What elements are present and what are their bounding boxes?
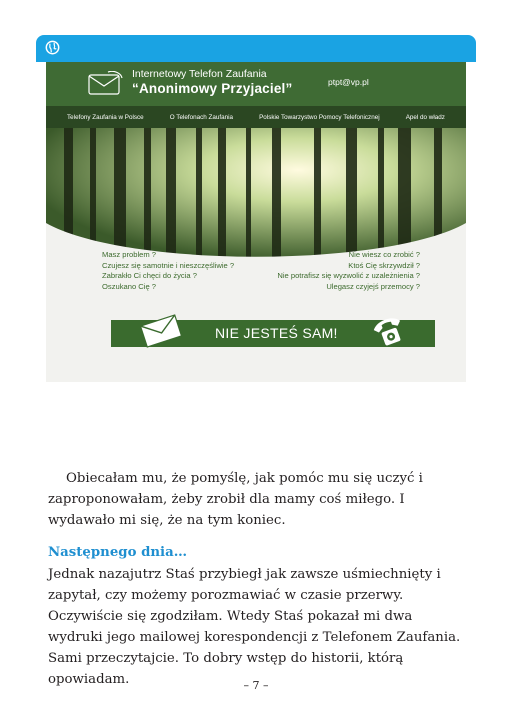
browser-top-bar bbox=[36, 35, 476, 62]
envelope-phone-icon bbox=[88, 71, 124, 97]
phone-icon bbox=[371, 313, 407, 349]
site-title-line1: Internetowy Telefon Zaufania bbox=[132, 68, 267, 80]
question-text: Masz problem ? bbox=[102, 250, 157, 259]
question-text: Nie potrafisz się wyzwolić z uzależnienia ? bbox=[277, 271, 420, 280]
paragraph-2: Jednak nazajutrz Staś przybiegł jak zawsze uśmiechnięty i zapytał, czy możemy porozmawiać w czasie przerwy. Oczywiście się zgodziłam. Wtedy Staś pokazał mi dwa wydruki jego mailowej korespondencji z Telefonem Zaufania. Sami przeczytajcie. To dobry wstęp do historii, którą opowiadam. bbox=[48, 567, 461, 687]
nav-item-ptpt[interactable]: Polskie Towarzystwo Pomocy Telefonicznej bbox=[259, 113, 380, 121]
envelope-icon bbox=[139, 314, 183, 348]
contact-email[interactable]: ptpt@vp.pl bbox=[328, 77, 369, 87]
nav-item-telefony[interactable]: Telefony Zaufania w Polsce bbox=[67, 113, 144, 121]
website-screenshot bbox=[46, 62, 466, 382]
site-title-line2: “Anonimowy Przyjaciel” bbox=[132, 81, 293, 96]
page-number: – 7 – bbox=[243, 679, 269, 692]
question-text: Nie wiesz co zrobić ? bbox=[348, 250, 420, 259]
nav-item-o-telefonach[interactable]: O Telefonach Zaufania bbox=[169, 113, 234, 121]
question-text: Oszukano Cię ? bbox=[102, 281, 157, 291]
question-text: Ktoś Cię skrzywdził ? bbox=[348, 260, 420, 270]
site-header bbox=[46, 62, 466, 106]
right-questions bbox=[277, 250, 420, 292]
left-questions bbox=[102, 250, 234, 292]
forest-hero-image bbox=[46, 128, 466, 268]
question-text: Ulegasz czyjejś przemocy ? bbox=[326, 281, 420, 291]
site-nav bbox=[46, 106, 466, 128]
question-text: Czujesz się samotnie i nieszczęśliwie ? bbox=[102, 260, 235, 270]
globe-icon[interactable] bbox=[45, 40, 60, 55]
question-text: Zabrakło Ci chęci do życia ? bbox=[102, 271, 197, 280]
banner-text: NIE JESTEŚ SAM! bbox=[215, 325, 338, 341]
paragraph-1: Obiecałam mu, że pomyślę, jak pomóc mu się uczyć i zaproponowałam, żeby zrobił dla mamy coś miłego. I wydawało mi się, że na tym koniec. bbox=[48, 471, 423, 528]
section-heading: Następnego dnia… bbox=[48, 545, 188, 560]
nav-item-apel[interactable]: Apel do władz bbox=[405, 113, 445, 121]
banner[interactable] bbox=[111, 320, 435, 347]
